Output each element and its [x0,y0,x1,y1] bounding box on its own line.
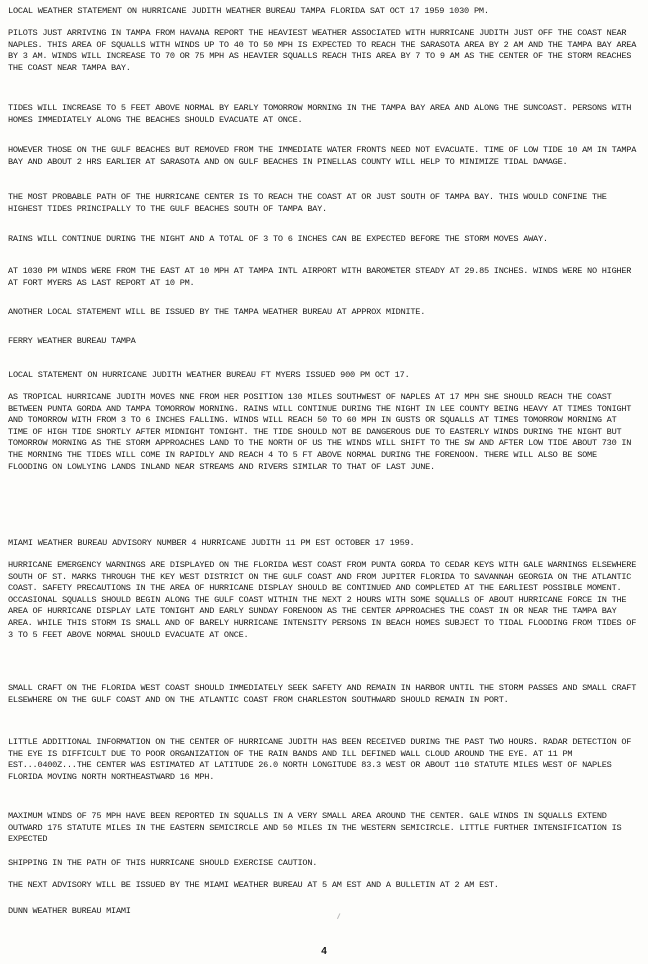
tampa-paragraph-tides: TIDES WILL INCREASE TO 5 FEET ABOVE NORMAL BY EARLY TOMORROW MORNING IN THE TAMPA BAY AREA AND ALONG THE SUNCOAST. PERSONS WITH HOMES IMMEDIATELY ALONG THE BEACHES SHOULD EVACUATE AT ONCE. [8,103,632,125]
miami-paragraph-max-winds: MAXIMUM WINDS OF 75 MPH HAVE BEEN REPORTED IN SQUALLS IN A VERY SMALL AREA AROUND THE CENTER. GALE WINDS IN SQUALLS EXTEND OUTWARD 175 STATUTE MILES IN THE EASTERN SEMICIRCLE AND 50 MILES IN THE WESTERN SEMICIRCLE. LITTLE FURTHER INTENSIFICATION IS EXPECTED [8,811,622,845]
page-number: 4 [321,946,327,957]
miami-paragraph-center-info: LITTLE ADDITIONAL INFORMATION ON THE CENTER OF HURRICANE JUDITH HAS BEEN RECEIVED DURING THE PAST TWO HOURS. RADAR DETECTION OF THE EYE IS DIFFICULT DUE TO POOR ORGANIZATION OF THE RAIN BANDS AND ILL DEFINED WALL CLOUD AROUND THE EYE. AT 11 PM EST...0400Z...THE CENTER WAS ESTIMATED AT LATITUDE 26.0 NORTH LONGITUDE 83.3 WEST OR ABOUT 110 STATUTE MILES WEST OF NAPLES FLORIDA MOVING NORTH NORTHEASTWARD 16 MPH. [8,737,632,782]
tampa-paragraph-winds: AT 1030 PM WINDS WERE FROM THE EAST AT 10 MPH AT TAMPA INTL AIRPORT WITH BAROMETER STEADY AT 29.85 INCHES. WINDS WERE NO HIGHER AT FORT MYERS AS LAST REPORT AT 10 PM. [8,266,632,288]
tampa-statement-header: LOCAL WEATHER STATEMENT ON HURRICANE JUDITH WEATHER BUREAU TAMPA FLORIDA SAT OCT 17 1959 1030 PM. [8,6,489,16]
miami-paragraph-shipping: SHIPPING IN THE PATH OF THIS HURRICANE SHOULD EXERCISE CAUTION. [8,858,318,868]
miami-signature: DUNN WEATHER BUREAU MIAMI [8,906,131,916]
tampa-paragraph-pilots: PILOTS JUST ARRIVING IN TAMPA FROM HAVANA REPORT THE HEAVIEST WEATHER ASSOCIATED WITH HURRICANE JUDITH JUST OFF THE COAST NEAR NAPLES. THIS AREA OF SQUALLS WITH WINDS UP TO 40 TO 50 MPH IS EXPECTED TO REACH THE SARASOTA AREA BY 2 AM AND THE TAMPA BAY AREA BY 3 AM. WINDS WILL INCREASE TO 70 OR 75 MPH AS HEAVIER SQUALLS REACH THIS AREA BY 7 TO 9 AM AS THE CENTER OF THE STORM REACHES THE COAST NEAR TAMPA BAY. [8,28,637,73]
ftmyers-paragraph-main: AS TROPICAL HURRICANE JUDITH MOVES NNE FROM HER POSITION 130 MILES SOUTHWEST OF NAPLES AT 17 MPH SHE SHOULD REACH THE COAST BETWEEN PUNTA GORDA AND TAMPA TOMORROW MORNING. RAINS WILL CONTINUE DURING THE NIGHT IN LEE COUNTY BEING HEAVY AT TIMES TONIGHT AND TOMORROW WITH FROM 3 TO 6 INCHES FALLING. WINDS WILL REACH 50 TO 60 MPH IN GUSTS OR SQUALLS AT TIMES TOMORROW MORNING AT TIME OF HIGH TIDE SHORTLY AFTER MIDNIGHT TONIGHT. THE TIDE SHOULD NOT BE DANGEROUS DUE TO EASTERLY WINDS DURING THE NIGHT BUT TOMORROW MORNING AS THE STORM APPROACHES LAND TO THE NORTH OF US THE WINDS WILL SHIFT TO THE SW AND AFTER LOW TIDE ABOUT 730 IN THE MORNING THE TIDES WILL COME IN RAPIDLY AND REACH 4 TO 5 FT ABOVE NORMAL DURING THE FORENOON. THERE WILL ALSO BE SOME FLOODING ON LOWLYING LANDS INLAND NEAR STREAMS AND RIVERS SIMILAR TO THAT OF LAST JUNE. [8,392,632,472]
tampa-signature: FERRY WEATHER BUREAU TAMPA [8,336,136,346]
tampa-paragraph-rains: RAINS WILL CONTINUE DURING THE NIGHT AND A TOTAL OF 3 TO 6 INCHES CAN BE EXPECTED BEFORE THE STORM MOVES AWAY. [8,234,548,244]
ftmyers-statement-header: LOCAL STATEMENT ON HURRICANE JUDITH WEATHER BUREAU FT MYERS ISSUED 900 PM OCT 17. [8,370,410,380]
tampa-paragraph-next-statement: ANOTHER LOCAL STATEMENT WILL BE ISSUED BY THE TAMPA WEATHER BUREAU AT APPROX MIDNITE. [8,307,426,317]
miami-paragraph-small-craft: SMALL CRAFT ON THE FLORIDA WEST COAST SHOULD IMMEDIATELY SEEK SAFETY AND REMAIN IN HARBOR UNTIL THE STORM PASSES AND SMALL CRAFT ELSEWHERE ON THE GULF COAST AND ON THE ATLANTIC COAST FROM CHARLESTON SOUTHWARD SHOULD REMAIN IN PORT. [8,683,637,705]
miami-paragraph-next-advisory: THE NEXT ADVISORY WILL BE ISSUED BY THE MIAMI WEATHER BUREAU AT 5 AM EST AND A BULLETIN AT 2 AM EST. [8,880,499,890]
tampa-paragraph-gulf-beaches: HOWEVER THOSE ON THE GULF BEACHES BUT REMOVED FROM THE IMMEDIATE WATER FRONTS NEED NOT EVACUATE. TIME OF LOW TIDE 10 AM IN TAMPA BAY AND ABOUT 2 HRS EARLIER AT SARASOTA AND ON GULF BEACHES IN PINELLAS COUNTY WILL HELP TO MINIMIZE TIDAL DAMAGE. [8,145,637,167]
paper-speck [337,913,344,921]
miami-paragraph-warnings: HURRICANE EMERGENCY WARNINGS ARE DISPLAYED ON THE FLORIDA WEST COAST FROM PUNTA GORDA TO CEDAR KEYS WITH GALE WARNINGS ELSEWHERE SOUTH OF ST. MARKS THROUGH THE KEY WEST DISTRICT ON THE GULF COAST AND FROM JUPITER FLORIDA TO SAVANNAH GEORGIA ON THE ATLANTIC COAST. SAFETY PRECAUTIONS IN THE AREA OF HURRICANE DISPLAY SHOULD BE CONTINUED AND COMPLETED AT THE EARLIEST POSSIBLE MOMENT. OCCASIONAL SQUALLS SHOULD BEGIN ALONG THE GULF COAST WITHIN THE NEXT 2 HOURS WITH SOME SQUALLS OF ABOUT HURRICANE FORCE IN THE AREA OF HURRICANE DISPLAY LATE TONIGHT AND EARLY SUNDAY FORENOON AS THE CENTER APPROACHES THE COAST IN OR NEAR THE TAMPA BAY AREA. WHILE THIS STORM IS SMALL AND OF BARELY HURRICANE INTENSITY PERSONS IN BEACH HOMES SUBJECT TO TIDAL FLOODING FROM TIDES OF 3 TO 5 FEET ABOVE NORMAL SHOULD EVACUATE AT ONCE. [8,560,637,640]
tampa-paragraph-path: THE MOST PROBABLE PATH OF THE HURRICANE CENTER IS TO REACH THE COAST AT OR JUST SOUTH OF TAMPA BAY. THIS WOULD CONFINE THE HIGHEST TIDES PRINCIPALLY TO THE GULF BEACHES SOUTH OF TAMPA BAY. [8,192,607,214]
miami-advisory-header: MIAMI WEATHER BUREAU ADVISORY NUMBER 4 HURRICANE JUDITH 11 PM EST OCTOBER 17 1959. [8,538,415,548]
